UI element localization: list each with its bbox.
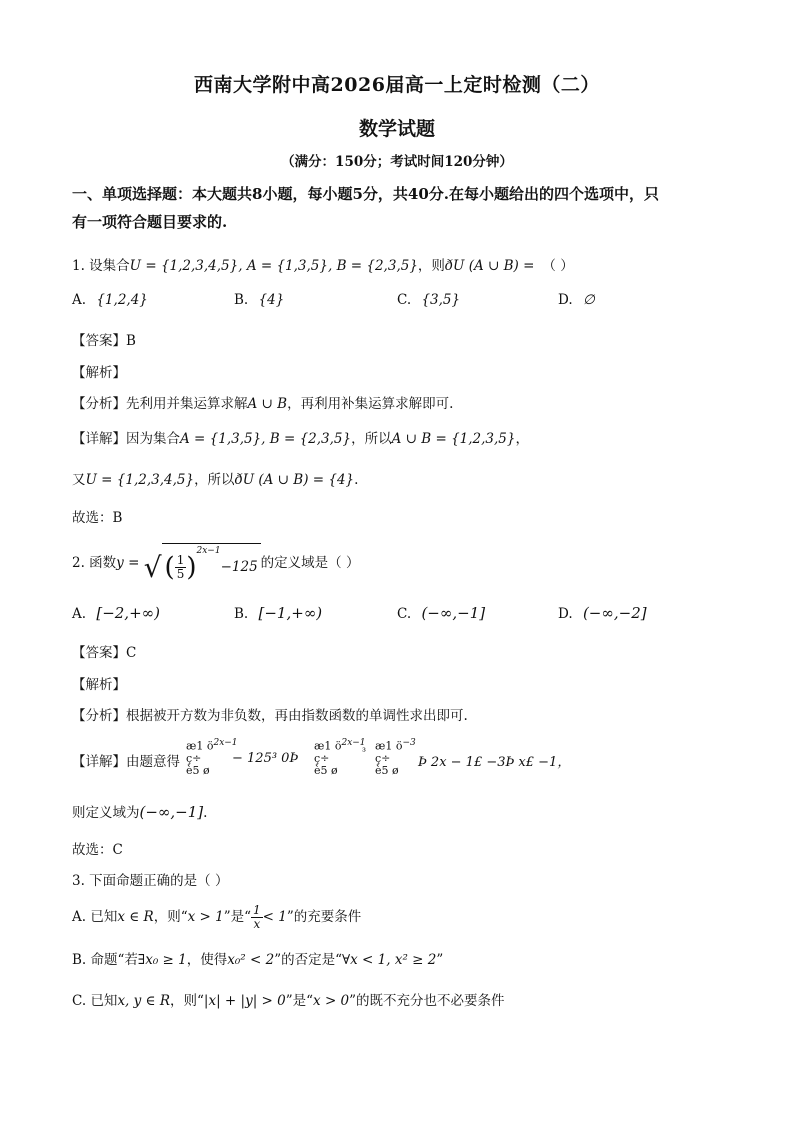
q1-xiangjie: 【详解】因为集合A = {1,3,5}, B = {2,3,5}，所以A ∪ B = {1,2,3,5}， <box>72 431 529 447</box>
fraction: $\frac{1}{5}$ <box>176 553 185 581</box>
q3-option-c: C. 已知x, y ∈ R，则“|x| + |y| > 0”是“x > 0”的既不充分也不必要条件 <box>72 993 505 1009</box>
sqrt-expression: √ ( $\frac{1}{5}$ )$^{2x-1}$−125 <box>144 543 261 584</box>
q2-stem: 2. 函数y = √ ( $\frac{1}{5}$ )$^{2x-1}$−125 的定义域是（ ） <box>72 543 359 584</box>
garbled-formula-1: æ1 $ö^{2x-1}$ ç÷ è5 ø <box>186 738 238 777</box>
q1-stem: 1. 设集合U = {1,2,3,4,5}, A = {1,3,5}, B = {2,3,5}，则ðU (A ∪ B) = （ ） <box>72 258 574 274</box>
garbled-formula-1-rest: − 125³ 0Þ <box>232 751 299 766</box>
q1-option-d: D. ∅ <box>558 292 595 308</box>
q2-option-c: C. (−∞,−1] <box>397 604 486 622</box>
q2-option-b: B. [−1,+∞) <box>234 604 323 622</box>
q1-option-b: B. {4} <box>234 292 285 308</box>
q2-analysis-tag: 【解析】 <box>72 677 126 693</box>
q2-xiangjie-tag: 【详解】由题意得 <box>72 754 180 770</box>
q1-xiangjie-line2: 又U = {1,2,3,4,5}，所以ðU (A ∪ B) = {4}. <box>72 472 359 488</box>
garbled-formula-3: æ1 $ö^{-3}$ ç÷ è5 ø <box>375 738 416 777</box>
q2-domain: 则定义域为(−∞,−1]. <box>72 803 208 821</box>
q3-option-a: A. 已知x ∈ R，则“x > 1”是“ $\frac{1}{x}$ < 1”的充要条件 <box>72 903 362 931</box>
garbled-formula-2-rest: ³ <box>362 747 367 758</box>
q1-analysis-tag: 【解析】 <box>72 365 126 381</box>
q1-fenxi: 【分析】先利用并集运算求解A ∪ B，再利用补集运算求解即可. <box>72 396 454 412</box>
q2-fenxi: 【分析】根据被开方数为非负数，再由指数函数的单调性求出即可. <box>72 708 468 724</box>
garbled-formula-2: æ1 $ö^{2x-1}$ ç÷ è5 ø <box>314 738 366 777</box>
section-heading-line2: 有一项符合题目要求的. <box>72 213 228 231</box>
q2-answer: 【答案】C <box>72 645 137 661</box>
q2-option-d: D. (−∞,−2] <box>558 604 647 622</box>
q1-option-c: C. {3,5} <box>397 292 461 308</box>
q2-option-a: A. [−2,+∞) <box>72 604 160 622</box>
q3-option-b: B. 命题“若∃x₀ ≥ 1，使得x₀² < 2”的否定是“∀x < 1, x² ≥ 2” <box>72 952 444 968</box>
section-heading-line1: 一、单项选择题：本大题共8小题，每小题5分，共40分.在每小题给出的四个选项中，只 <box>72 185 659 203</box>
exam-title: 西南大学附中高2026届高一上定时检测（二） <box>194 74 600 96</box>
garbled-formula-3-rest: Þ 2x − 1£ −3Þ x£ −1， <box>418 755 571 770</box>
q3-stem: 3. 下面命题正确的是（ ） <box>72 873 229 889</box>
q1-option-a: A. {1,2,4} <box>72 292 148 308</box>
q2-choose: 故选：C <box>72 842 123 858</box>
q1-answer: 【答案】B <box>72 333 136 349</box>
fraction: $\frac{1}{x}$ <box>253 903 261 931</box>
exam-subtitle: 数学试题 <box>358 118 435 140</box>
q1-choose: 故选：B <box>72 510 123 526</box>
exam-info: （满分：150分；考试时间120分钟） <box>281 154 513 170</box>
